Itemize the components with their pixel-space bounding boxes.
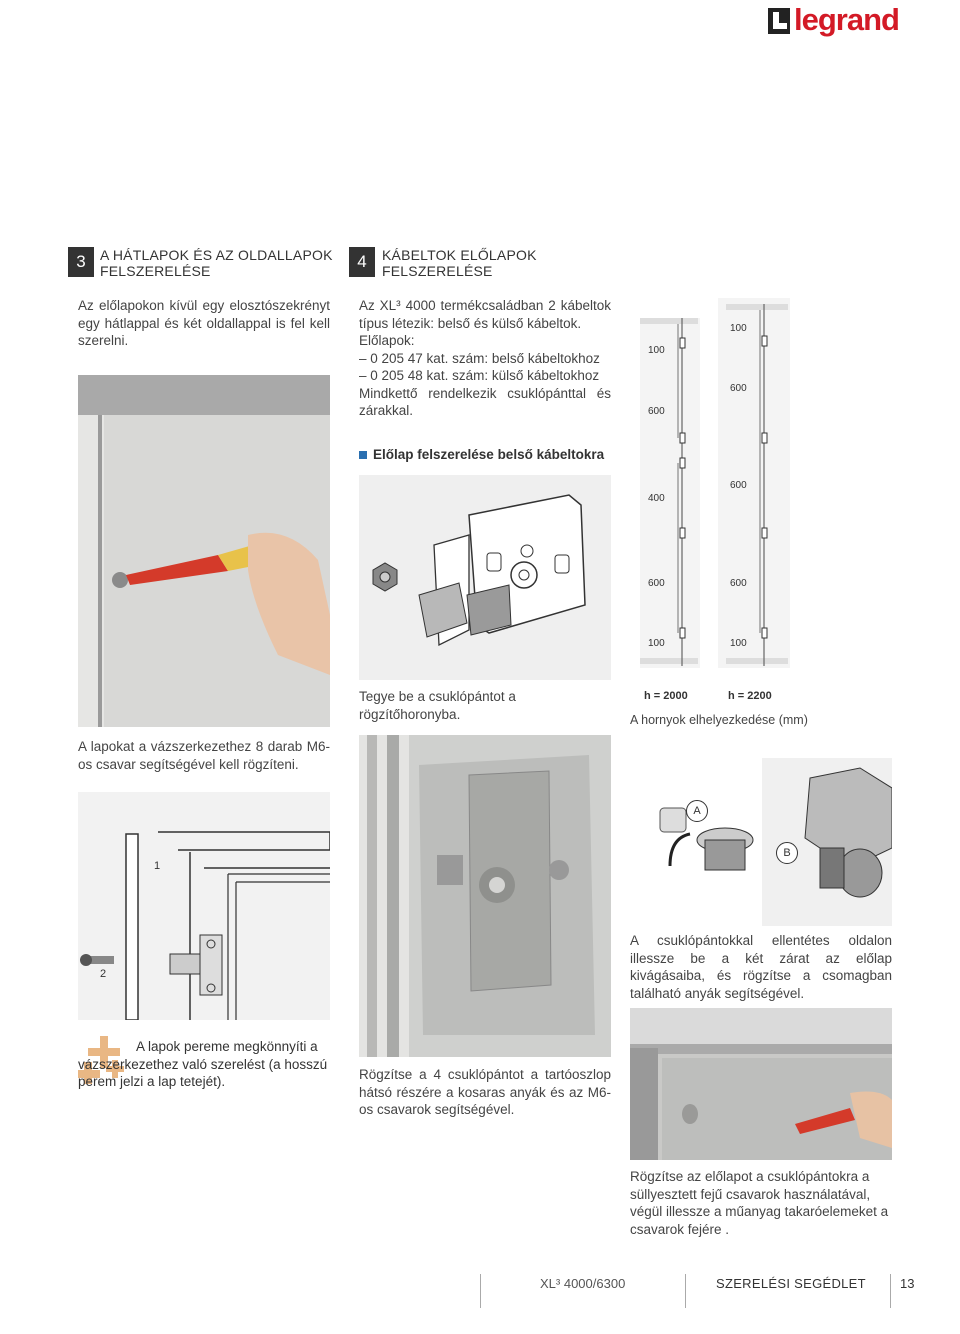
footer-divider-mid xyxy=(685,1274,686,1308)
left-slot-label-5: 100 xyxy=(648,638,665,649)
diagram-panel-flange xyxy=(78,792,330,1020)
photo-side-panel-screwing xyxy=(78,375,330,727)
right-slot-label-3: 600 xyxy=(730,480,747,491)
diagram-hinge xyxy=(359,475,611,680)
section4-title: KÁBELTOK ELŐLAPOK FELSZERELÉSE xyxy=(382,247,537,279)
section3-tip: A lapok pereme megkönnyíti a vázszerkezethez való szerelést (a hosszú perem jelzi a lap tetejét). xyxy=(78,1039,328,1089)
brand-logo xyxy=(768,2,903,40)
right-slot-label-2: 600 xyxy=(730,383,747,394)
right-slot-label-1: 100 xyxy=(730,323,747,334)
nut-label-b: B xyxy=(783,847,791,859)
left-slot-label-1: 100 xyxy=(648,345,665,356)
diagram-slot-positions xyxy=(630,298,892,702)
right-slot-label-4: 600 xyxy=(730,578,747,589)
diagram-label-1: 1 xyxy=(154,860,161,872)
nut-label-a: A xyxy=(693,805,701,817)
step-number-3: 3 xyxy=(68,247,94,277)
right-slot-label-5: 100 xyxy=(730,638,747,649)
step-number-4: 4 xyxy=(349,247,375,277)
caption-screw: Rögzítse az előlapot a csuklópántokra a süllyesztett fejű csavarok használatával, végül illessze a műanyag takaróelemeket a csavarok fejére . xyxy=(630,1169,889,1237)
logo-text: legrand xyxy=(794,2,899,37)
caption-hinge: Tegye be a csuklópántot a rögzítőhoronyba. xyxy=(359,689,516,722)
bullet-square-icon xyxy=(359,451,367,459)
page-number: 13 xyxy=(900,1276,915,1291)
photo-front-panel-screwing xyxy=(630,1008,892,1160)
section4-intro: Az XL³ 4000 termékcsaládban 2 kábeltok típus létezik: belső és külső kábeltok. Előlapok: – 0 205 47 kat. szám: belső kábeltokhoz – 0 205 48 kat. szám: külső kábeltokhoz Mindkettő rendelkezik csuklópánttal és zárakkal. xyxy=(359,298,611,418)
right-height-label: h = 2200 xyxy=(728,690,772,702)
diagram-label-2: 2 xyxy=(100,968,107,980)
logo-mark-icon xyxy=(768,8,790,34)
footer-guide-title: SZERELÉSI SEGÉDLET xyxy=(716,1276,866,1291)
section3-intro: Az előlapokon kívül egy elosztószekrényt egy hátlappal és két oldallappal is fel kell szerelni. xyxy=(78,298,330,348)
photo-hinge-fixing xyxy=(359,735,611,1057)
diagram-locks-nuts xyxy=(630,758,892,926)
caption-nuts: A csuklópántokkal ellentétes oldalon illessze be a két zárat az előlap kivágásaiba, és rögzítse a csomagban található anyák segítségével. xyxy=(630,933,892,1001)
subheading: Előlap felszerelése belső kábeltokra xyxy=(359,447,604,462)
section3-caption: A lapokat a vázszerkezethez 8 darab M6-os csavar segítségével kell rögzíteni. xyxy=(78,739,330,772)
left-slot-label-3: 400 xyxy=(648,493,665,504)
left-slot-label-4: 600 xyxy=(648,578,665,589)
footer-product: XL³ 4000/6300 xyxy=(540,1276,626,1291)
nut-label-a-circle xyxy=(686,800,708,822)
slots-caption: A hornyok elhelyezkedése (mm) xyxy=(630,713,808,727)
section3-title: A HÁTLAPOK ÉS AZ OLDALLAPOK FELSZERELÉSE xyxy=(100,247,333,279)
caption-fix: Rögzítse a 4 csuklópántot a tartóoszlop hátsó részére a kosaras anyák és az M6-os csavarok segítségével. xyxy=(359,1067,611,1117)
left-height-label: h = 2000 xyxy=(644,690,688,702)
footer-divider-right xyxy=(890,1274,891,1308)
nut-label-b-circle xyxy=(776,842,798,864)
footer-divider-left xyxy=(480,1274,481,1308)
left-slot-label-2: 600 xyxy=(648,406,665,417)
